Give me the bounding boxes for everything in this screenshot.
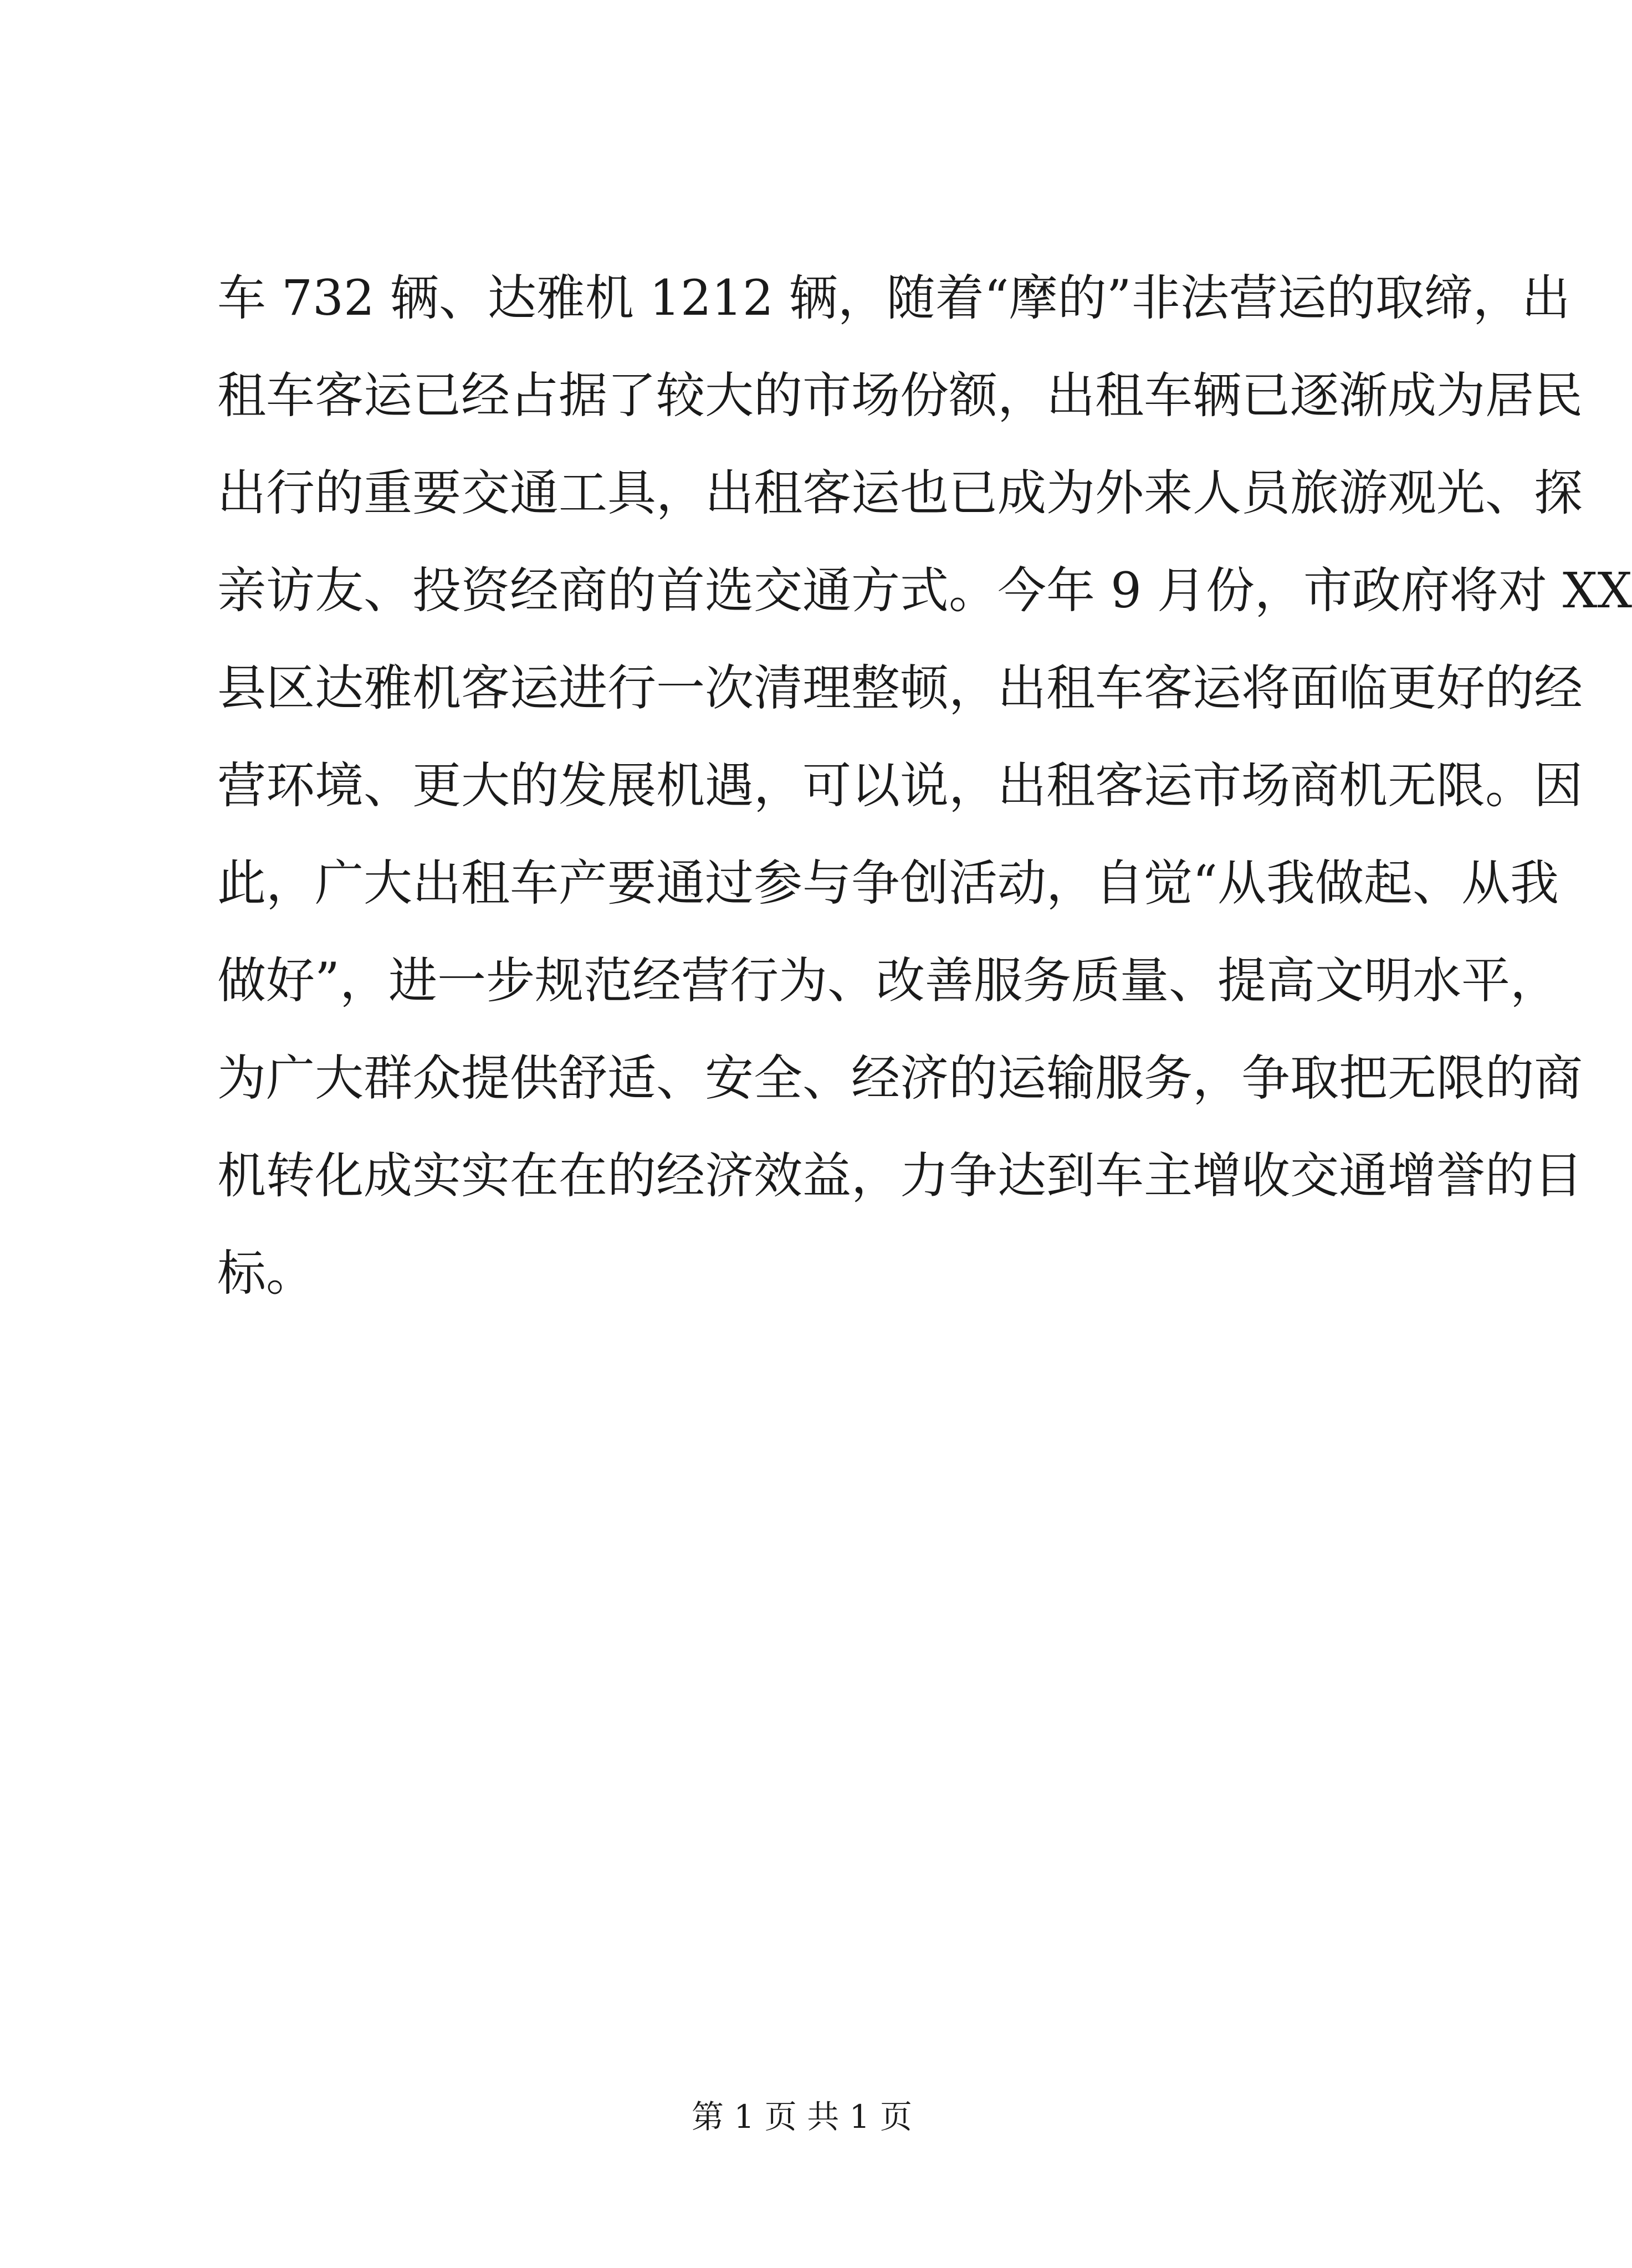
page-footer bbox=[0, 2095, 1604, 2139]
paragraph-line: 此，广大出租车产要通过参与争创活动，自觉“从我做起、从我 bbox=[217, 854, 1559, 912]
paragraph-line: 出行的重要交通工具，出租客运也已成为外来人员旅游观光、探 bbox=[217, 464, 1583, 521]
paragraph-line: 亲访友、投资经商的首选交通方式。今年 9 月份，市政府将对 XX bbox=[217, 562, 1632, 619]
paragraph-line: 机转化成实实在在的经济效益，力争达到车主增收交通增誉的目 bbox=[217, 1147, 1583, 1204]
paragraph-line: 标。 bbox=[217, 1245, 315, 1302]
paragraph-line: 县区达雅机客运进行一次清理整顿，出租车客运将面临更好的经 bbox=[217, 659, 1583, 716]
paragraph-line: 营环境、更大的发展机遇，可以说，出租客运市场商机无限。因 bbox=[217, 757, 1583, 814]
body-paragraph bbox=[217, 249, 1632, 1322]
page-number-label: 第 1 页 共 1 页 bbox=[692, 2098, 912, 2136]
paragraph-line: 租车客运已经占据了较大的市场份额，出租车辆已逐渐成为居民 bbox=[217, 367, 1583, 424]
paragraph-line: 做好”，进一步规范经营行为、改善服务质量、提高文明水平， bbox=[217, 952, 1559, 1009]
paragraph-line: 车 732 辆、达雅机 1212 辆，随着“摩的”非法营运的取缔，出 bbox=[217, 269, 1570, 326]
paragraph-line: 为广大群众提供舒适、安全、经济的运输服务，争取把无限的商 bbox=[217, 1049, 1583, 1107]
